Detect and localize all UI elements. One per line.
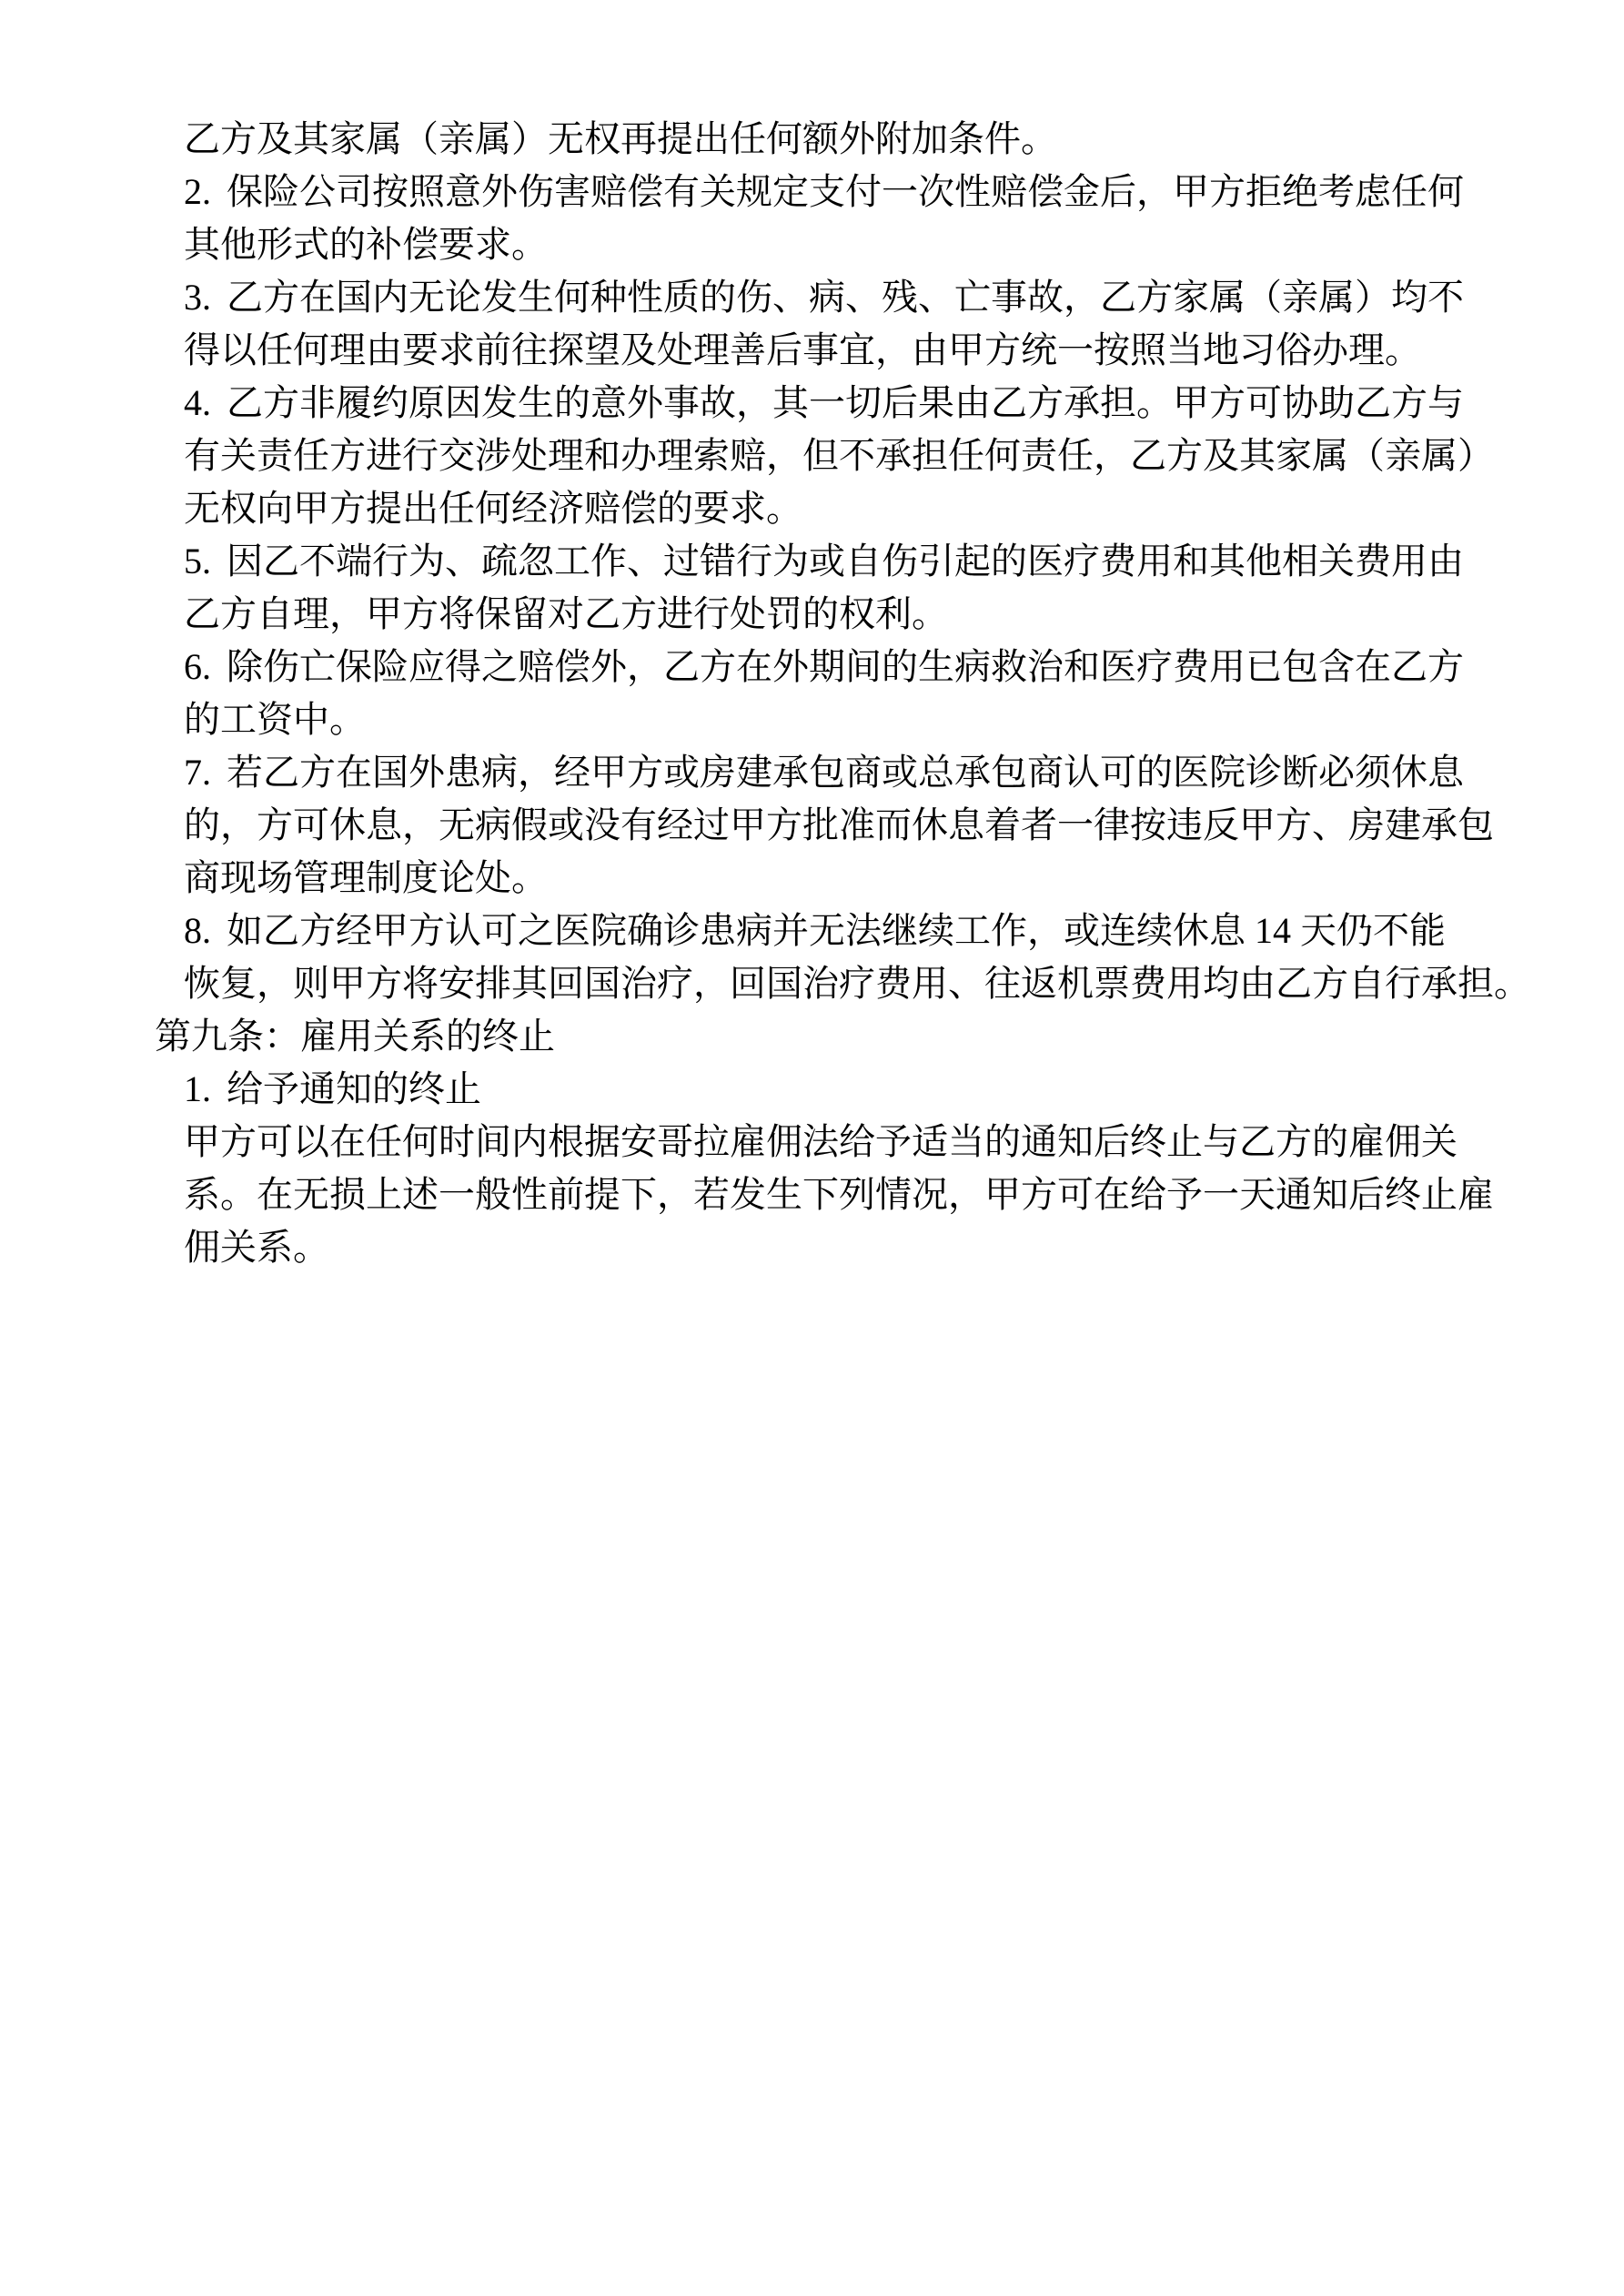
list-item-line [184,166,1492,218]
text-line: 乙方自理，甲方将保留对乙方进行处罚的权利。 [184,593,948,634]
list-item-line [184,641,1492,693]
list-item-text: 给予通知的终止 [227,1068,481,1109]
list-item-text: 保险公司按照意外伤害赔偿有关规定支付一次性赔偿金后，甲方拒绝考虑任何 [227,171,1464,212]
text-line: 得以任何理由要求前往探望及处理善后事宜，由甲方统一按照当地习俗办理。 [184,329,1421,370]
text-line: 的，方可休息，无病假或没有经过甲方批准而休息着者一律按违反甲方、房建承包 [184,804,1494,845]
list-item-text: 如乙方经甲方认可之医院确诊患病并无法继续工作，或连续休息 14 天仍不能 [227,910,1446,951]
list-item-number: 1. [184,1068,211,1109]
list-item-line [184,535,1492,588]
list-item-text: 乙方非履约原因发生的意外事故，其一切后果由乙方承担。甲方可协助乙方与 [227,382,1464,423]
list-item-text: 乙方在国内无论发生何种性质的伤、病、残、亡事故，乙方家属（亲属）均不 [227,277,1464,318]
list-item-line [184,271,1492,324]
list-item-number: 2. [184,171,211,212]
text-line: 佣关系。 [184,1227,329,1268]
text-line: 恢复，则甲方将安排其回国治疗，回国治疗费用、往返机票费用均由乙方自行承担。 [184,963,1530,1004]
list-item-text: 若乙方在国外患病，经甲方或房建承包商或总承包商认可的医院诊断必须休息 [227,752,1464,793]
section-heading: 第九条：雇用关系的终止 [155,1016,555,1057]
list-item-line [184,905,1492,957]
list-item-line [184,377,1492,430]
text-line: 乙方及其家属（亲属）无权再提出任何额外附加条件。 [184,118,1057,159]
text-line: 商现场管理制度论处。 [184,857,548,898]
list-item-line [184,1063,1492,1116]
contract-text-body [155,113,1530,1274]
text-line: 其他形式的补偿要求。 [184,224,548,265]
text-line: 有关责任方进行交涉处理和办理索赔，但不承担任何责任，乙方及其家属（亲属） [184,435,1494,476]
list-item-number: 7. [184,752,211,793]
list-item-number: 8. [184,910,211,951]
list-item-number: 3. [184,277,211,318]
text-line: 无权向甲方提出任何经济赔偿的要求。 [184,488,802,529]
list-item-line [184,746,1492,799]
list-item-text: 除伤亡保险应得之赔偿外，乙方在外期间的生病救治和医疗费用已包含在乙方 [227,646,1464,687]
list-item-text: 因乙不端行为、疏忽工作、过错行为或自伤引起的医疗费用和其他相关费用由 [227,541,1464,582]
list-item-number: 4. [184,382,211,423]
list-item-number: 6. [184,646,211,687]
text-line: 甲方可以在任何时间内根据安哥拉雇佣法给予适当的通知后终止与乙方的雇佣关 [184,1121,1458,1162]
text-line: 的工资中。 [184,699,366,740]
list-item-number: 5. [184,541,211,582]
text-line: 系。在无损上述一般性前提下，若发生下列情况，甲方可在给予一天通知后终止雇 [184,1174,1494,1215]
